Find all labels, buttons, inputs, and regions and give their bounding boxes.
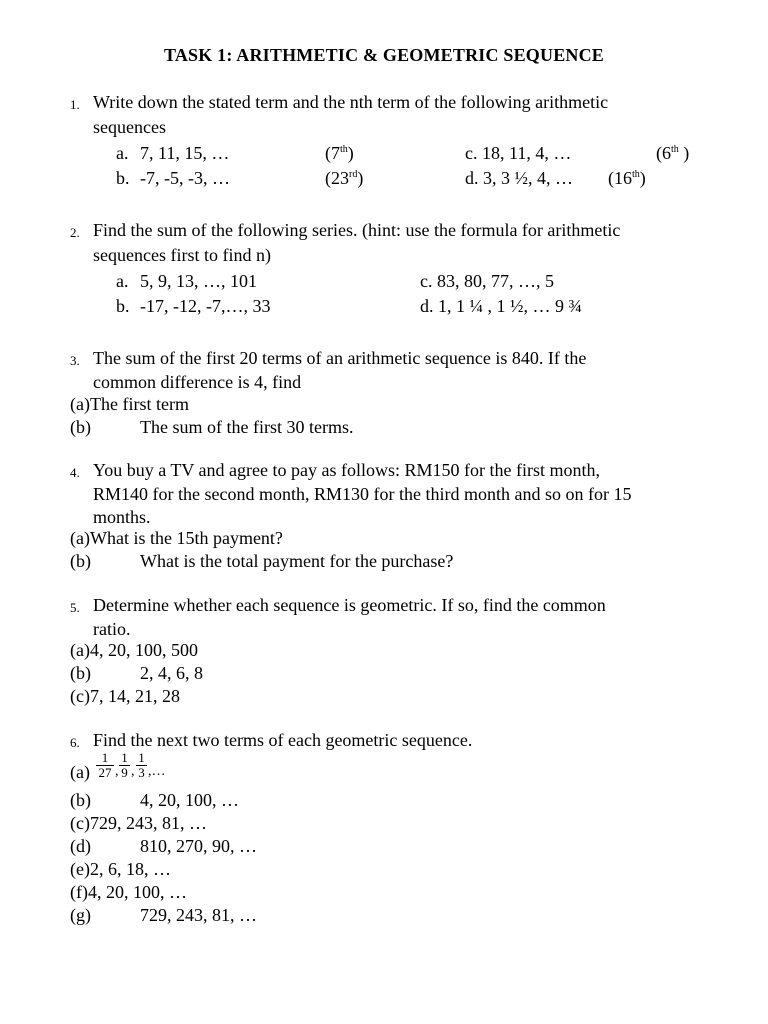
- q6-part-b-label: (b): [70, 790, 91, 810]
- q6-fraction-2: [119, 751, 130, 780]
- q6-part-c: (c)729, 243, 81, …: [70, 813, 207, 833]
- question-5-number: 5.: [70, 600, 80, 615]
- q6-fraction-separator-2: ,: [131, 764, 135, 779]
- q1-item-a-sequence: 7, 11, 15, …: [140, 143, 230, 163]
- question-4-text-line-2: RM140 for the second month, RM130 for the third month and so on for 15: [93, 484, 632, 504]
- q6-fraction-3-numerator: 1: [138, 750, 145, 765]
- question-3-number: 3.: [70, 353, 80, 368]
- q6-part-d-text: 810, 270, 90, …: [140, 836, 257, 856]
- question-1-text-line-1: Write down the stated term and the nth term of the following arithmetic: [93, 92, 609, 112]
- q6-part-e: (e)2, 6, 18, …: [70, 859, 171, 879]
- q1-item-c-term: (6th ): [656, 143, 690, 163]
- q6-part-f: (f)4, 20, 100, …: [70, 882, 187, 902]
- page-title: TASK 1: ARITHMETIC & GEOMETRIC SEQUENCE: [163, 45, 605, 65]
- question-6-number: 6.: [70, 735, 80, 750]
- q2-item-a-label: a.: [116, 271, 129, 291]
- q6-part-g-label: (g): [70, 905, 91, 925]
- q1-item-c: c. 18, 11, 4, …: [465, 143, 572, 163]
- q5-part-c: (c)7, 14, 21, 28: [70, 686, 180, 706]
- q6-fraction-tail: ,…: [148, 764, 166, 779]
- question-4-text-line-1: You buy a TV and agree to pay as follows: RM150 for the first month,: [93, 460, 600, 480]
- q2-item-c: c. 83, 80, 77, …, 5: [420, 271, 554, 291]
- q6-fraction-separator-1: ,: [115, 764, 119, 779]
- q1-item-d-term: (16th): [608, 168, 646, 188]
- question-2-text-line-1: Find the sum of the following series. (hint: use the formula for arithmetic: [93, 220, 621, 240]
- question-4-text-line-3: months.: [93, 507, 151, 527]
- q1-item-a-label: a.: [116, 143, 129, 163]
- q2-item-a-series: 5, 9, 13, …, 101: [140, 271, 257, 291]
- q6-fraction-2-denominator: 9: [119, 765, 130, 780]
- question-1-text-line-2: sequences: [93, 117, 166, 137]
- q5-part-a: (a)4, 20, 100, 500: [70, 640, 198, 660]
- q4-part-b-label: (b): [70, 551, 91, 571]
- question-6-text: Find the next two terms of each geometric sequence.: [93, 730, 473, 750]
- q6-part-b-text: 4, 20, 100, …: [140, 790, 239, 810]
- q6-part-d-label: (d): [70, 836, 91, 856]
- q5-part-b-label: (b): [70, 663, 91, 683]
- q4-part-b-text: What is the total payment for the purchase?: [140, 551, 454, 571]
- question-5-text-line-2: ratio.: [93, 619, 131, 639]
- q1-item-d: d. 3, 3 ½, 4, …: [465, 168, 573, 188]
- q4-part-a: (a)What is the 15th payment?: [70, 528, 283, 548]
- q6-fraction-1-numerator: 1: [101, 750, 109, 765]
- q1-item-b-label: b.: [116, 168, 130, 188]
- question-4-number: 4.: [70, 465, 80, 480]
- q2-item-b-label: b.: [116, 296, 130, 316]
- question-5-text-line-1: Determine whether each sequence is geometric. If so, find the common: [93, 595, 606, 615]
- question-2-text-line-2: sequences first to find n): [93, 245, 271, 265]
- q6-fraction-2-numerator: 1: [121, 750, 128, 765]
- question-1-number: 1.: [70, 97, 80, 112]
- q6-fraction-1-denominator: 27: [96, 765, 114, 780]
- q3-part-b-text: The sum of the first 30 terms.: [140, 417, 354, 437]
- q2-item-b-series: -17, -12, -7,…, 33: [140, 296, 271, 316]
- q6-fraction-3-denominator: 3: [136, 765, 147, 780]
- question-2-number: 2.: [70, 225, 80, 240]
- question-3-text-line-2: common difference is 4, find: [93, 372, 302, 392]
- q6-fraction-1: [96, 751, 114, 780]
- q5-part-b-text: 2, 4, 6, 8: [140, 663, 203, 683]
- q3-part-a: (a)The first term: [70, 394, 189, 414]
- q1-item-a-term: (7th): [325, 143, 354, 163]
- q1-item-b-term: (23rd): [325, 168, 364, 188]
- q6-part-a-label: (a): [70, 762, 90, 782]
- q3-part-b-label: (b): [70, 417, 91, 437]
- q6-part-g-text: 729, 243, 81, …: [140, 905, 257, 925]
- q2-item-d: d. 1, 1 ¼ , 1 ½, … 9 ¾: [420, 296, 582, 316]
- question-3-text-line-1: The sum of the first 20 terms of an arithmetic sequence is 840. If the: [93, 348, 587, 368]
- q1-item-b-sequence: -7, -5, -3, …: [140, 168, 230, 188]
- q6-fraction-3: [136, 751, 147, 780]
